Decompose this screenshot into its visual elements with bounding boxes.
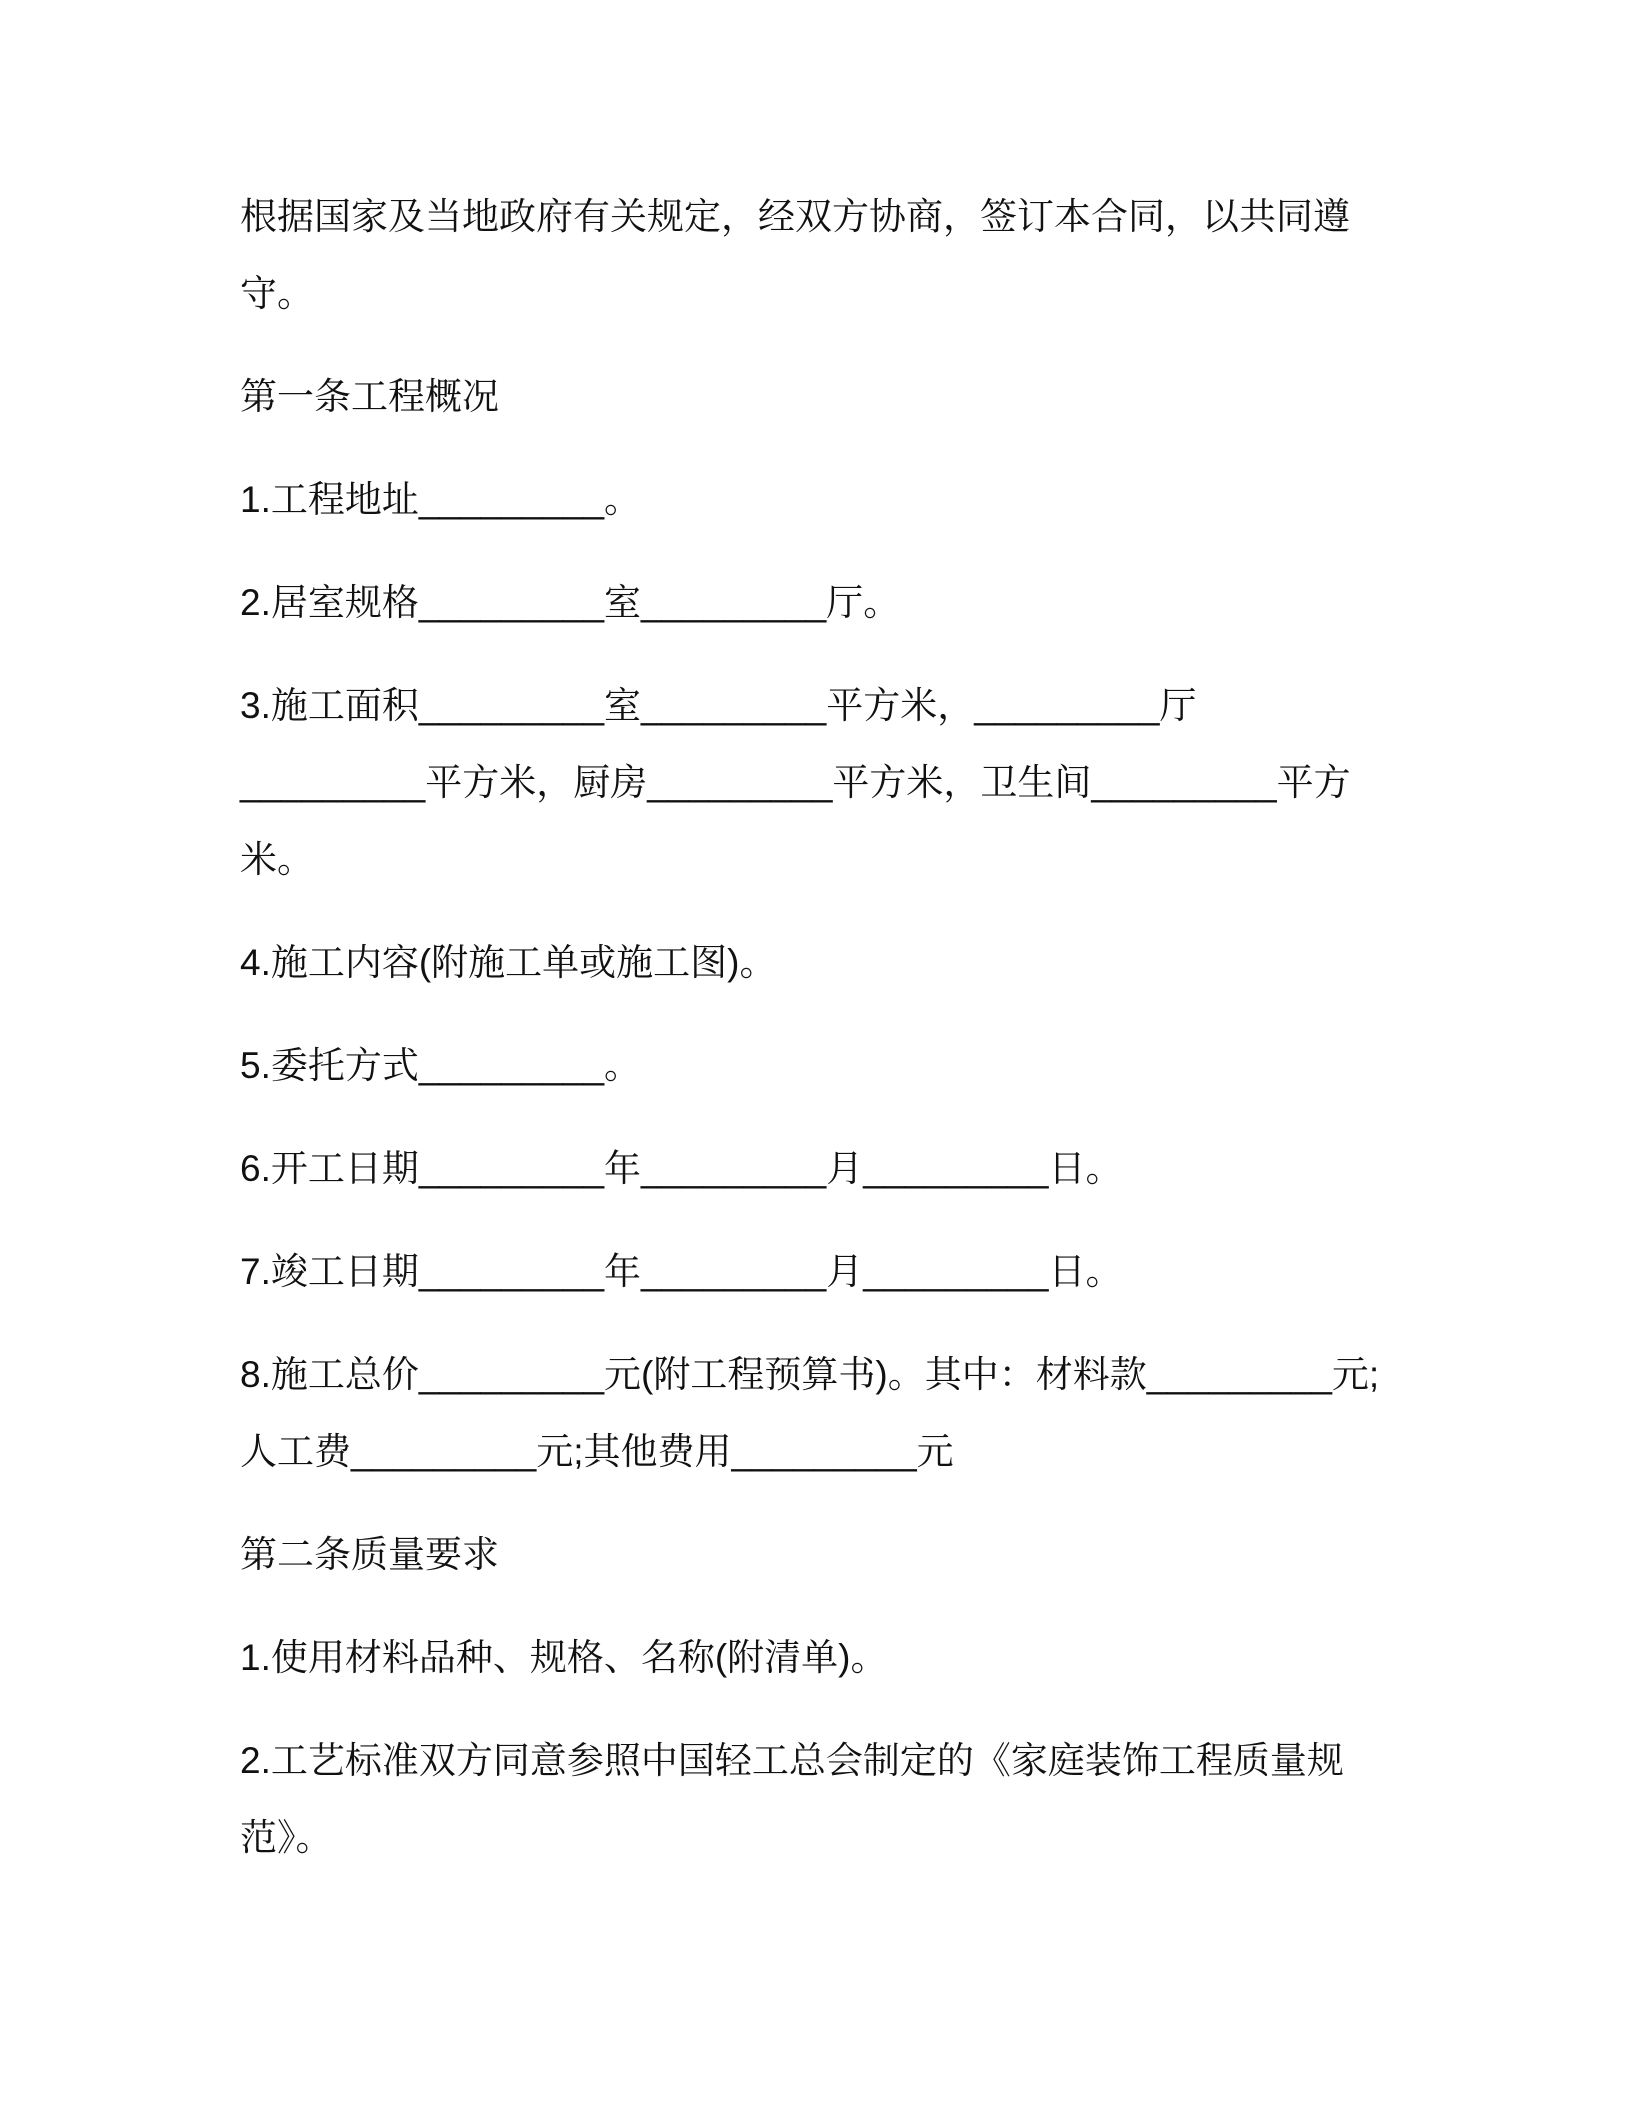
intro-paragraph bbox=[240, 178, 1432, 332]
article-2-heading bbox=[240, 1516, 1432, 1593]
paragraph-line: 根据国家及当地政府有关规定，经双方协商，签订本合同，以共同遵 bbox=[240, 196, 1350, 237]
paragraph-line: 7.竣工日期_________年_________月_________日。 bbox=[240, 1251, 1123, 1292]
paragraph-line: 5.委托方式_________。 bbox=[240, 1045, 642, 1086]
paragraph-line: 1.工程地址_________。 bbox=[240, 479, 642, 520]
clause-room-layout bbox=[240, 564, 1432, 641]
paragraph-line: 2.居室规格_________室_________厅。 bbox=[240, 582, 901, 623]
clause-completion-date bbox=[240, 1233, 1432, 1310]
paragraph-line: 4.施工内容(附施工单或施工图)。 bbox=[240, 942, 777, 983]
paragraph-line: 范》。 bbox=[240, 1817, 333, 1858]
paragraph-line: 守。 bbox=[240, 273, 314, 314]
heading-line: 第二条质量要求 bbox=[240, 1534, 499, 1575]
clause-construction-content bbox=[240, 924, 1432, 1001]
clause-project-address bbox=[240, 461, 1432, 538]
clause-process-standard bbox=[240, 1722, 1432, 1876]
clause-materials bbox=[240, 1619, 1432, 1696]
paragraph-line: 3.施工面积_________室_________平方米，_________厅 bbox=[240, 685, 1197, 726]
paragraph-line: _________平方米，厨房_________平方米，卫生间_________平方 bbox=[240, 762, 1351, 803]
paragraph-line: 6.开工日期_________年_________月_________日。 bbox=[240, 1148, 1123, 1189]
clause-commission-method bbox=[240, 1027, 1432, 1104]
clause-construction-area bbox=[240, 667, 1432, 898]
paragraph-line: 人工费_________元;其他费用_________元 bbox=[240, 1431, 954, 1472]
clause-total-price bbox=[240, 1336, 1432, 1490]
paragraph-line: 8.施工总价_________元(附工程预算书)。其中：材料款_________元; bbox=[240, 1354, 1380, 1395]
heading-line: 第一条工程概况 bbox=[240, 376, 499, 417]
paragraph-line: 米。 bbox=[240, 839, 314, 880]
article-1-heading bbox=[240, 358, 1432, 435]
paragraph-line: 2.工艺标准双方同意参照中国轻工总会制定的《家庭装饰工程质量规 bbox=[240, 1740, 1344, 1781]
clause-start-date bbox=[240, 1130, 1432, 1207]
paragraph-line: 1.使用材料品种、规格、名称(附清单)。 bbox=[240, 1637, 888, 1678]
